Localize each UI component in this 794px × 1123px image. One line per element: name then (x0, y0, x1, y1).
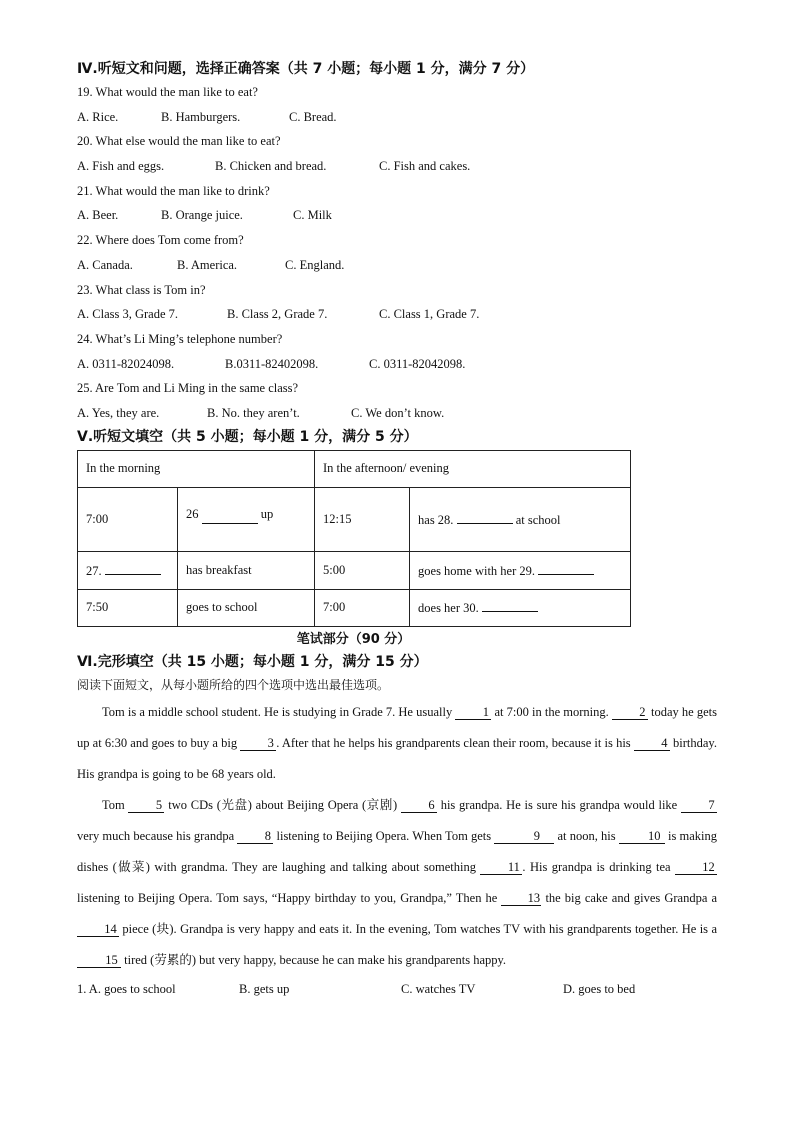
answer-option[interactable]: C. 0311-82042098. (369, 356, 466, 371)
blank-26-number: 26 (186, 506, 199, 521)
answer-option[interactable]: C. England. (285, 257, 345, 272)
time-cell: 12:15 (315, 487, 410, 551)
passage-text: today he gets up at 6:30 and goes to buy a big (77, 704, 717, 750)
header-afternoon: In the afternoon/ evening (315, 450, 631, 487)
option-b[interactable]: B. gets up (239, 981, 290, 996)
options-line (77, 352, 717, 377)
answer-option[interactable]: A. Class 3, Grade 7. (77, 307, 179, 322)
answer-option[interactable]: B. Orange juice. (161, 208, 243, 223)
time-cell: 7:00 (315, 589, 410, 626)
passage-text: his grandpa. He is sure his grandpa would like (436, 797, 681, 812)
section-4-questions (77, 80, 717, 426)
options-line (77, 203, 717, 228)
passage-text: two CDs (光盘) about Beijing Opera (京剧) (164, 797, 401, 812)
answer-option[interactable]: C. Fish and cakes. (379, 159, 471, 174)
passage-text: is making dishes (做菜) with grandma. They are laughing and talking about something (77, 828, 717, 874)
cloze-blank-3[interactable]: 3 (240, 736, 276, 751)
time-cell: 7:50 (78, 589, 178, 626)
options-line (77, 401, 717, 426)
cloze-blank-15[interactable]: 15 (77, 953, 121, 968)
blank-29[interactable] (538, 562, 594, 575)
table-row (78, 551, 631, 589)
activity-text: up (260, 506, 274, 521)
answer-option[interactable]: A. Beer. (77, 208, 119, 223)
question-line: 19. What would the man like to eat? (77, 85, 258, 99)
answer-option[interactable]: B. Chicken and bread. (215, 159, 327, 174)
answer-option[interactable]: B. Hamburgers. (161, 109, 241, 124)
activity-cell (410, 551, 631, 589)
cloze-blank-11[interactable]: 11 (480, 860, 522, 875)
activity-cell (410, 589, 631, 626)
passage-text: listening to Beijing Opera. When Tom gets (273, 828, 495, 843)
answer-option[interactable]: B.0311-82402098. (225, 356, 319, 371)
question-line: 24. What’s Li Ming’s telephone number? (77, 331, 283, 346)
activity-text: goes home with her 29. (418, 563, 536, 578)
cloze-blank-4[interactable]: 4 (634, 736, 670, 751)
passage-text: the big cake and gives Grandpa a (541, 890, 718, 905)
activity-cell: goes to school (178, 589, 315, 626)
section-4-title: Ⅳ.听短文和问题，选择正确答案（共 7 小题；每小题 1 分，满分 7 分） (77, 61, 535, 77)
passage-text: Tom (102, 797, 129, 812)
passage-text: listening to Beijing Opera. Tom says, “Happy birthday to you, Grandpa,” Then he (77, 890, 502, 905)
options-line (77, 253, 717, 278)
answer-option[interactable]: A. Fish and eggs. (77, 159, 165, 174)
section-6-title: Ⅵ.完形填空（共 15 小题；每小题 1 分，满分 15 分） (77, 653, 428, 670)
passage-text: . After that he helps his grandparents clean their room, because it is his (276, 735, 634, 750)
passage-text: very much because his grandpa (77, 828, 238, 843)
time-cell: 5:00 (315, 551, 410, 589)
blank-26[interactable] (202, 511, 258, 524)
question-line: 22. Where does Tom come from? (77, 233, 244, 248)
blank-27[interactable] (105, 562, 161, 575)
answer-option[interactable]: A. Yes, they are. (77, 405, 160, 420)
cloze-blank-6[interactable]: 6 (401, 798, 437, 813)
passage-text: . His grandpa is drinking tea (522, 859, 676, 874)
answer-option[interactable]: C. Milk (293, 208, 332, 223)
options-line (77, 105, 717, 130)
cloze-blank-2[interactable]: 2 (612, 705, 648, 720)
blank-27-number: 27. (86, 563, 102, 578)
section-6-instruction: 阅读下面短文，从每小题所给的四个选项中选出最佳选项。 (77, 677, 390, 692)
time-cell: 7:00 (78, 487, 178, 551)
cloze-blank-13[interactable]: 13 (501, 891, 541, 906)
answer-option[interactable]: C. Class 1, Grade 7. (379, 307, 480, 322)
activity-cell (178, 487, 315, 551)
cloze-blank-9[interactable]: 9 (494, 829, 554, 844)
answer-option[interactable]: C. Bread. (289, 109, 337, 124)
cloze-blank-7[interactable]: 7 (681, 798, 717, 813)
option-c[interactable]: C. watches TV (401, 981, 476, 996)
activity-text: at school (515, 512, 561, 527)
option-d[interactable]: D. goes to bed (563, 981, 636, 996)
answer-option[interactable]: B. No. they aren’t. (207, 405, 300, 420)
question-line: 23. What class is Tom in? (77, 282, 206, 297)
table-header-row (78, 450, 631, 487)
blank-28[interactable] (457, 511, 513, 524)
header-morning: In the morning (78, 450, 315, 487)
exam-page (77, 58, 717, 1002)
cloze-blank-10[interactable]: 10 (619, 829, 665, 844)
question-line: 21. What would the man like to drink? (77, 183, 270, 198)
question-line: 25. Are Tom and Li Ming in the same class? (77, 381, 299, 396)
section-5-title: Ⅴ.听短文填空（共 5 小题；每小题 1 分，满分 5 分） (77, 428, 418, 445)
passage-text: birthday. His grandpa is going to be 68 years old. (77, 735, 717, 781)
answer-option[interactable]: A. 0311-82024098. (77, 356, 175, 371)
passage-text: tired (劳累的) but very happy, because he can make his grandparents happy. (121, 952, 507, 967)
cloze-passage (77, 697, 717, 976)
time-cell (78, 551, 178, 589)
passage-text: at 7:00 in the morning. (491, 704, 612, 719)
cloze-paragraph-1 (77, 697, 717, 790)
table-row (78, 487, 631, 551)
cloze-blank-1[interactable]: 1 (455, 705, 491, 720)
question-line: 20. What else would the man like to eat? (77, 134, 281, 149)
option-a[interactable]: 1. A. goes to school (77, 981, 176, 996)
passage-text: piece (块). Grandpa is very happy and eats it. In the evening, Tom watches TV with his grandparents together. He is a (119, 921, 717, 936)
answer-option[interactable]: A. Rice. (77, 109, 119, 124)
fill-in-table (77, 450, 631, 627)
answer-option[interactable]: A. Canada. (77, 257, 133, 272)
activity-text: has 28. (418, 512, 454, 527)
activity-text: does her 30. (418, 601, 479, 616)
options-line (77, 302, 717, 327)
activity-cell (410, 487, 631, 551)
question-1-options (77, 976, 717, 1002)
cloze-blank-8[interactable]: 8 (237, 829, 273, 844)
blank-30[interactable] (482, 599, 538, 612)
cloze-blank-5[interactable]: 5 (128, 798, 164, 813)
activity-cell: has breakfast (178, 551, 315, 589)
passage-text: Tom is a middle school student. He is studying in Grade 7. He usually (102, 704, 456, 719)
cloze-blank-12[interactable]: 12 (675, 860, 717, 875)
answer-option[interactable]: C. We don’t know. (351, 405, 445, 420)
answer-option[interactable]: B. America. (177, 257, 238, 272)
passage-text: at noon, his (554, 828, 619, 843)
written-part-title: 笔试部分（90 分） (296, 631, 411, 647)
cloze-paragraph-2 (77, 790, 717, 976)
cloze-blank-14[interactable]: 14 (77, 922, 119, 937)
options-line (77, 154, 717, 179)
answer-option[interactable]: B. Class 2, Grade 7. (227, 307, 328, 322)
table-row (78, 589, 631, 626)
